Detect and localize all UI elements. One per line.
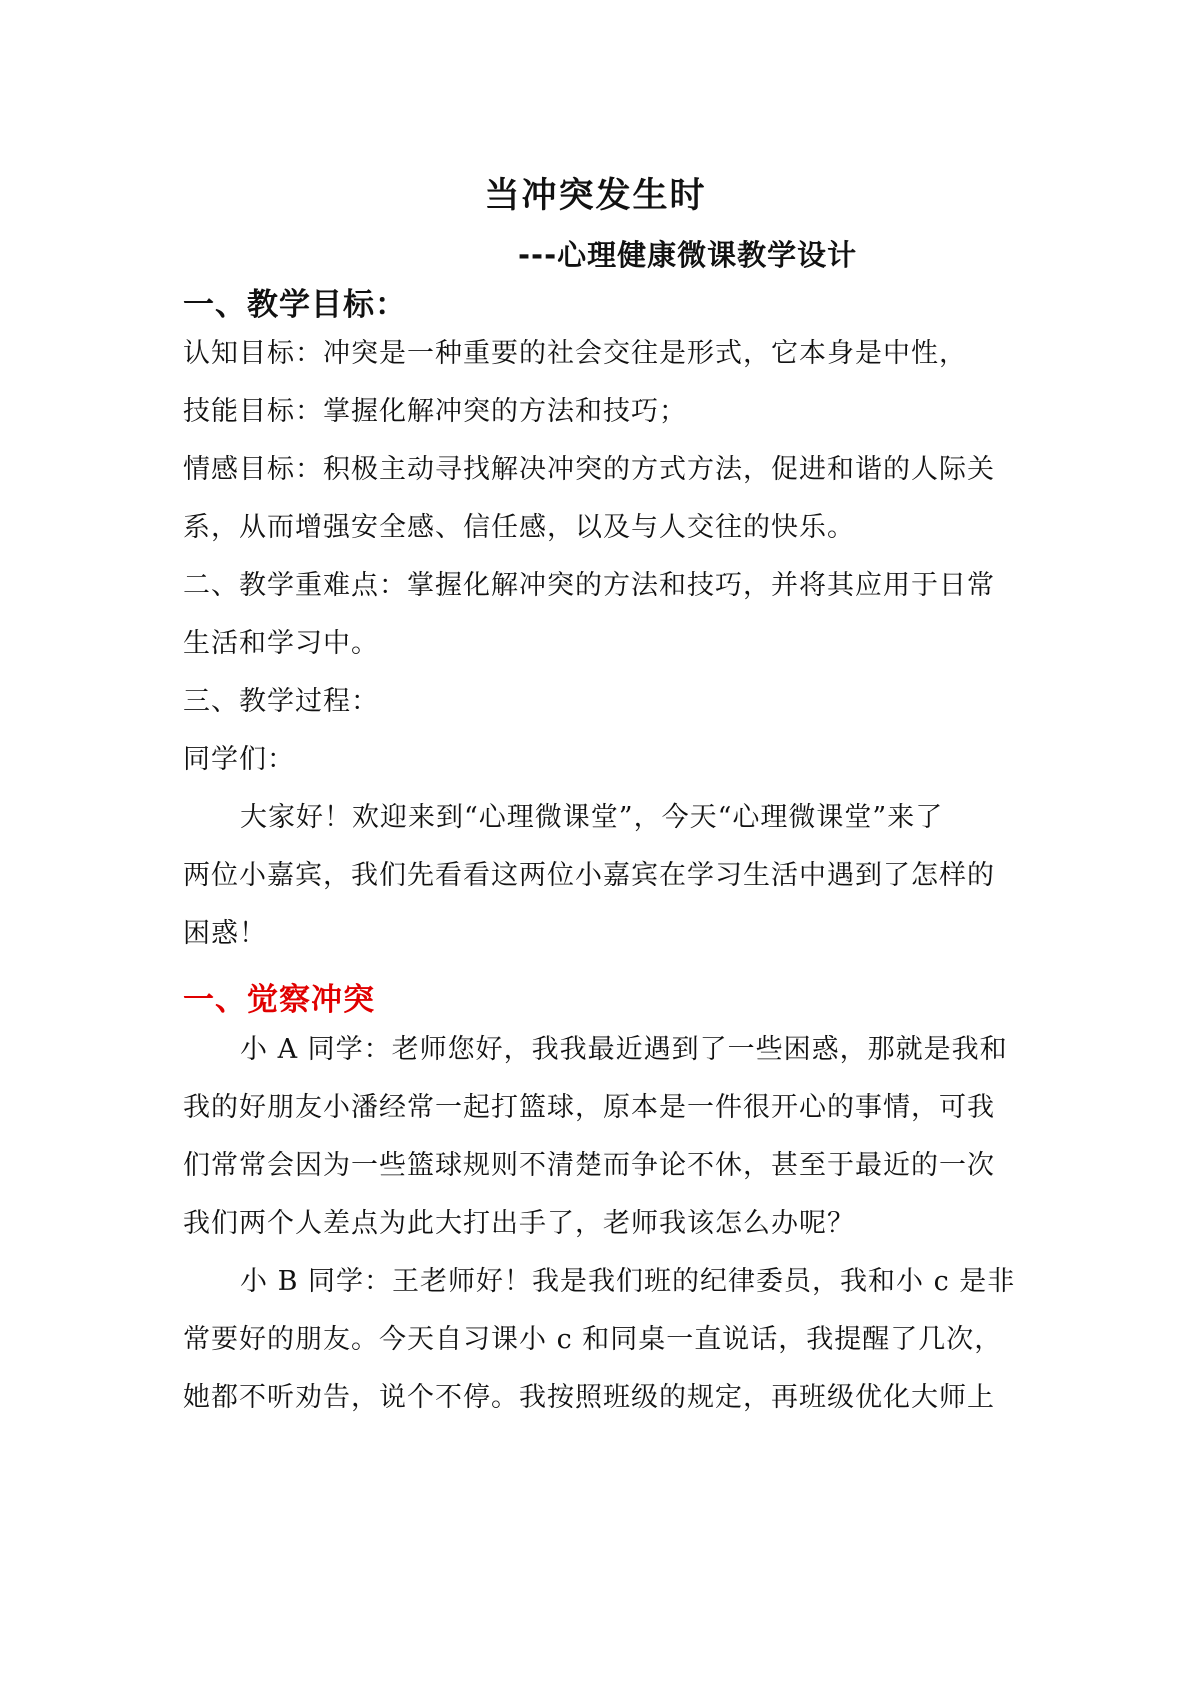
student-a-line-4: 我们两个人差点为此大打出手了，老师我该怎么办呢？ xyxy=(183,1208,855,1239)
key-points-line-2: 生活和学习中。 xyxy=(183,628,379,659)
part1-heading: 一、觉察冲突 xyxy=(183,982,375,1018)
intro-line-3: 困惑！ xyxy=(183,918,267,949)
goal-emotion-line-1: 情感目标：积极主动寻找解决冲突的方式方法，促进和谐的人际关 xyxy=(183,454,995,485)
greeting: 同学们： xyxy=(183,744,295,775)
document-title: 当冲突发生时 xyxy=(484,176,707,216)
student-a-line-2: 我的好朋友小潘经常一起打篮球，原本是一件很开心的事情，可我 xyxy=(183,1092,995,1123)
document-subtitle: ---心理健康微课教学设计 xyxy=(518,238,858,272)
student-a-line-1: 小 A 同学：老师您好，我我最近遇到了一些困惑，那就是我和 xyxy=(240,1034,1008,1065)
goal-skill: 技能目标：掌握化解冲突的方法和技巧； xyxy=(183,396,687,427)
student-b-line-1: 小 B 同学：王老师好！我是我们班的纪律委员，我和小 c 是非 xyxy=(240,1266,1016,1297)
student-a-line-3: 们常常会因为一些篮球规则不清楚而争论不休，甚至于最近的一次 xyxy=(183,1150,995,1181)
student-b-line-2: 常要好的朋友。今天自习课小 c 和同桌一直说话，我提醒了几次， xyxy=(183,1324,1003,1355)
process-heading: 三、教学过程： xyxy=(183,686,379,717)
goal-emotion-line-2: 系，从而增强安全感、信任感，以及与人交往的快乐。 xyxy=(183,512,855,543)
intro-line-2: 两位小嘉宾，我们先看看这两位小嘉宾在学习生活中遇到了怎样的 xyxy=(183,860,995,891)
section-heading-goals: 一、教学目标： xyxy=(183,287,407,323)
student-b-line-3: 她都不听劝告，说个不停。我按照班级的规定，再班级优化大师上 xyxy=(183,1382,995,1413)
key-points-line-1: 二、教学重难点：掌握化解冲突的方法和技巧，并将其应用于日常 xyxy=(183,570,995,601)
goal-cognitive: 认知目标：冲突是一种重要的社会交往是形式，它本身是中性， xyxy=(183,338,967,369)
intro-line-1: 大家好！欢迎来到“心理微课堂”，今天“心理微课堂”来了 xyxy=(240,802,944,833)
